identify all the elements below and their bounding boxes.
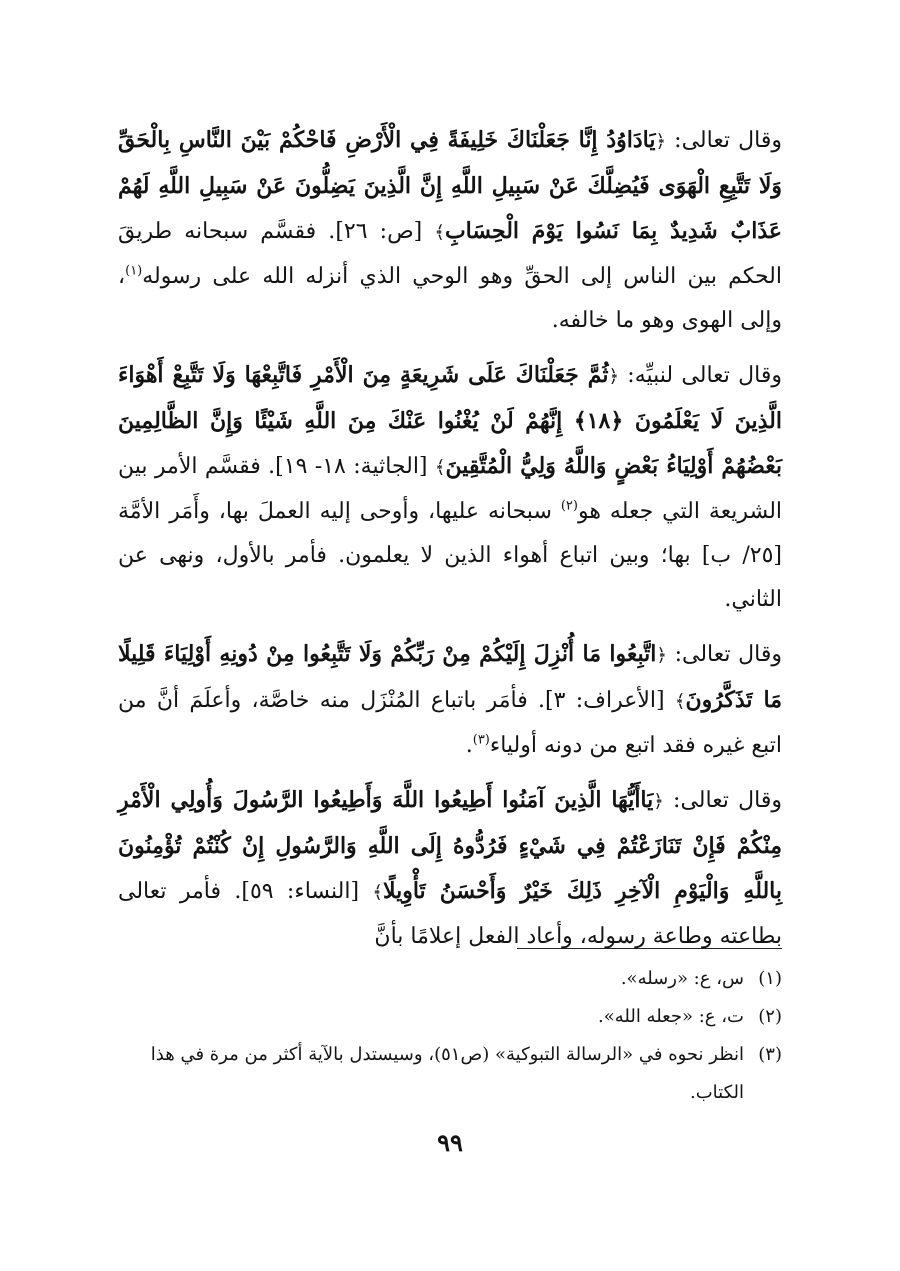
verse-reference: [الأعراف: ٣] bbox=[545, 688, 675, 713]
verse-reference: [النساء: ٥٩] bbox=[241, 879, 373, 904]
quran-open-bracket: ﴿ bbox=[608, 366, 620, 387]
paragraph-tail: سبحانه عليها، وأوحى إليه العملَ بها، وأَمَر الأمَّة [٢٥/ ب] بها؛ وبين اتباع أهواء الذين لا يعلمون. فأمر بالأول، ونهى عن الثاني. bbox=[118, 499, 782, 612]
quran-close-bracket: ﴾ bbox=[434, 222, 445, 243]
quran-verse: يَاأَيُّهَا الَّذِينَ آمَنُوا أَطِيعُوا اللَّهَ وَأَطِيعُوا الرَّسُولَ وَأُولِي الْأَمْرِ مِنْكُمْ فَإِنْ تَنَازَعْتُمْ فِي شَيْءٍ فَرُدُّوهُ إِلَى اللَّهِ وَالرَّسُولِ إِنْ كُنْتُمْ تُؤْمِنُونَ بِاللَّهِ وَالْيَوْمِ الْآخِرِ ذَلِكَ خَيْرٌ وَأَحْسَنُ تَأْوِيلًا bbox=[118, 787, 783, 904]
quran-open-bracket: ﴿ bbox=[656, 645, 667, 666]
footnote-3 bbox=[118, 1036, 782, 1112]
paragraph-body: . فقسَّم سبحانه طريقَ الحكم بين الناس إلى الحقِّ وهو الوحي الذي أنزله الله على رسوله bbox=[118, 219, 782, 289]
quran-close-bracket: ﴾ bbox=[372, 882, 383, 903]
quran-open-bracket: ﴿ bbox=[655, 131, 667, 152]
paragraph-4 bbox=[118, 778, 782, 959]
paragraph-2 bbox=[118, 353, 782, 622]
footnote-text: انظر نحوه في «الرسالة التبوكية» (ص٥١)، وسيستدل بالآية أكثر من مرة في هذا الكتاب. bbox=[150, 1044, 744, 1103]
footnote-divider bbox=[517, 948, 782, 949]
footnotes bbox=[118, 960, 782, 1112]
quran-open-bracket: ﴿ bbox=[653, 791, 664, 812]
paragraph-3 bbox=[118, 632, 782, 768]
quran-verse: ثُمَّ جَعَلْنَاكَ عَلَى شَرِيعَةٍ مِنَ الْأَمْرِ فَاتَّبِعْهَا وَلَا تَتَّبِعْ أَهْوَاءَ الَّذِينَ لَا يَعْلَمُونَ ﴿١٨﴾ إِنَّهُمْ لَنْ يُغْنُوا عَنْكَ مِنَ اللَّهِ شَيْئًا وَإِنَّ الظَّالِمِينَ بَعْضُهُمْ أَوْلِيَاءُ بَعْضٍ وَاللَّهُ وَلِيُّ الْمُتَّقِينَ bbox=[118, 362, 782, 479]
footnote-number: (٣) bbox=[758, 1044, 782, 1065]
paragraph-intro: وقال تعالى لنبيِّه: bbox=[619, 363, 782, 388]
footnote-text: س، ع: «رسله». bbox=[620, 968, 744, 989]
paragraph-body: . فأمَر باتباع المُنْزَل منه خاصَّة، وأعلَمَ أنَّ من اتبع غيره فقد اتبع من دونه أولياء bbox=[118, 688, 782, 758]
footnote-number: (٢) bbox=[758, 1006, 782, 1027]
footnote-marker[interactable]: (١) bbox=[125, 263, 143, 279]
page-number: ٩٩ bbox=[437, 1128, 463, 1157]
paragraph-tail: . bbox=[465, 733, 473, 758]
paragraph-intro: وقال تعالى: bbox=[666, 642, 782, 667]
verse-reference: [ص: ٢٦] bbox=[335, 219, 435, 244]
paragraph-intro: وقال تعالى: bbox=[666, 128, 782, 153]
book-page bbox=[118, 118, 782, 1238]
footnote-1 bbox=[118, 960, 782, 998]
paragraph-body: . فأمر تعالى بطاعته وطاعة رسوله، وأعاد الفعل إعلامًا بأنَّ bbox=[118, 879, 782, 949]
quran-close-bracket: ﴾ bbox=[434, 457, 446, 478]
verse-reference: [الجاثية: ١٨- ١٩] bbox=[275, 454, 435, 479]
footnote-marker[interactable]: (٣) bbox=[472, 732, 490, 748]
quran-verse: يَادَاوُدُ إِنَّا جَعَلْنَاكَ خَلِيفَةً فِي الْأَرْضِ فَاحْكُمْ بَيْنَ النَّاسِ بِالْحَقِّ وَلَا تَتَّبِعِ الْهَوَى فَيُضِلَّكَ عَنْ سَبِيلِ اللَّهِ إِنَّ الَّذِينَ يَضِلُّونَ عَنْ سَبِيلِ اللَّهِ لَهُمْ عَذَابٌ شَدِيدٌ بِمَا نَسُوا يَوْمَ الْحِسَابِ bbox=[118, 127, 783, 244]
paragraph-1 bbox=[118, 118, 782, 343]
footnote-number: (١) bbox=[758, 968, 782, 989]
paragraph-tail: ، وإلى الهوى وهو ما خالفه. bbox=[118, 264, 782, 333]
paragraph-body: . فقسَّم الأمر بين الشريعة التي جعله هو bbox=[118, 454, 783, 524]
quran-close-bracket: ﴾ bbox=[674, 691, 686, 712]
footnote-marker[interactable]: (٢) bbox=[560, 498, 578, 514]
footnote-2 bbox=[118, 998, 782, 1036]
quran-verse: اتَّبِعُوا مَا أُنْزِلَ إِلَيْكُمْ مِنْ رَبِّكُمْ وَلَا تَتَّبِعُوا مِنْ دُونِهِ أَوْلِيَاءَ قَلِيلًا مَا تَذَكَّرُونَ bbox=[118, 641, 782, 713]
paragraph-intro: وقال تعالى: bbox=[663, 788, 782, 813]
footnote-text: ت، ع: «جعله الله». bbox=[598, 1006, 744, 1027]
